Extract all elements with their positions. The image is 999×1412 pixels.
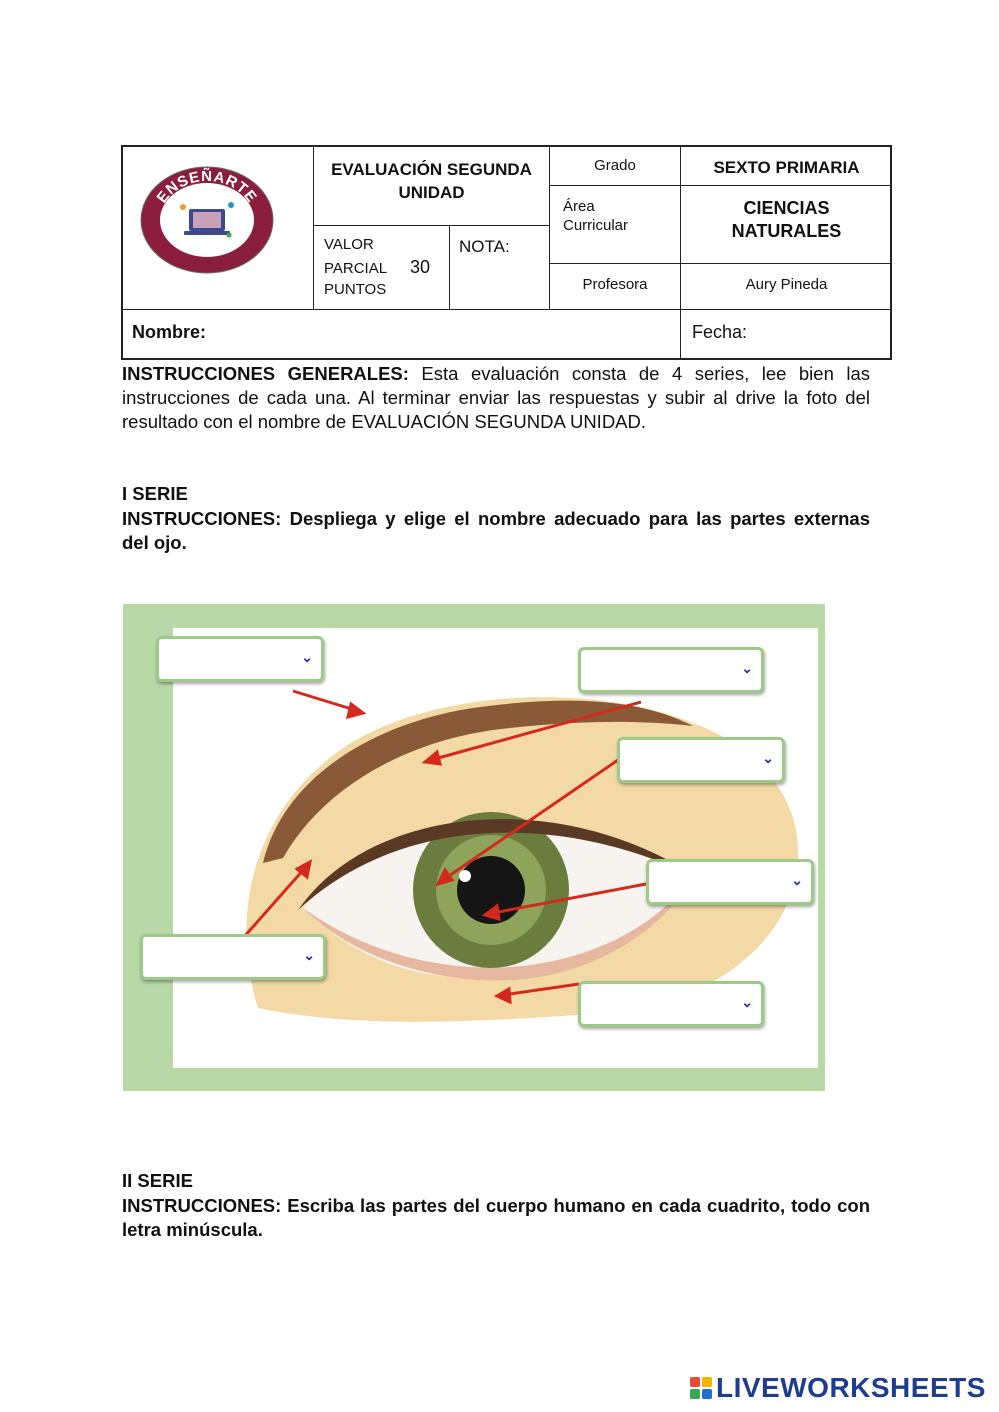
serie2-title: II SERIE bbox=[122, 1170, 193, 1191]
serie1-instructions-text: Despliega y elige el nombre adecuado para las partes externas del ojo. bbox=[122, 508, 870, 553]
eye-part-dropdown-1[interactable] bbox=[156, 636, 324, 682]
chevron-down-icon: ⌄ bbox=[301, 649, 313, 665]
curricular-label: Curricular bbox=[563, 217, 629, 234]
valor-label: VALOR bbox=[324, 236, 374, 253]
valor-points: 30 bbox=[410, 257, 431, 277]
serie2-instructions-text: Escriba las partes del cuerpo humano en cada cuadrito, todo con letra minúscula. bbox=[122, 1195, 870, 1240]
divider bbox=[680, 147, 681, 360]
chevron-down-icon: ⌄ bbox=[762, 750, 774, 766]
divider bbox=[549, 185, 892, 186]
area-label: Área bbox=[563, 198, 595, 215]
nombre-label: Nombre: bbox=[132, 322, 207, 342]
puntos-label: PUNTOS bbox=[324, 281, 387, 298]
evaluation-title: EVALUACIÓN SEGUNDA UNIDAD bbox=[331, 160, 532, 202]
area-value-line2: NATURALES bbox=[731, 221, 842, 241]
eye-part-dropdown-2[interactable] bbox=[578, 647, 764, 693]
chevron-down-icon: ⌄ bbox=[741, 994, 753, 1010]
profesora-label: Profesora bbox=[582, 276, 648, 293]
brand-text: LIVEWORKSHEETS bbox=[716, 1372, 986, 1403]
divider bbox=[549, 263, 892, 264]
general-instructions-text: Esta evaluación consta de 4 series, lee bien las instrucciones de cada una. Al terminar enviar las respuestas y subir al drive la foto del resultado con el nombre de EVALUACIÓN SEGUNDA UNIDAD. bbox=[122, 363, 871, 432]
eye-part-dropdown-3[interactable] bbox=[617, 737, 785, 783]
general-instructions bbox=[122, 362, 870, 434]
chevron-down-icon: ⌄ bbox=[303, 947, 315, 963]
logo-bottom-text: Home Schooling bbox=[165, 232, 249, 259]
eye-part-dropdown-5[interactable] bbox=[140, 934, 326, 980]
eye-part-dropdown-6[interactable] bbox=[578, 981, 764, 1027]
school-logo bbox=[139, 165, 275, 275]
parcial-label: PARCIAL bbox=[324, 260, 388, 277]
eye-part-dropdown-4[interactable] bbox=[646, 859, 814, 905]
chevron-down-icon: ⌄ bbox=[791, 872, 803, 888]
eye-diagram-activity bbox=[123, 604, 825, 1091]
divider bbox=[313, 225, 549, 226]
fecha-label: Fecha: bbox=[692, 322, 748, 342]
serie1-instructions-label: INSTRUCCIONES: bbox=[122, 508, 282, 529]
serie2-instructions bbox=[122, 1194, 870, 1242]
serie2-instructions-label: INSTRUCCIONES: bbox=[122, 1195, 282, 1216]
profesora-value: Aury Pineda bbox=[745, 276, 828, 293]
serie1-instructions bbox=[122, 507, 870, 555]
liveworksheets-brand bbox=[690, 1372, 986, 1404]
area-value-line1: CIENCIAS bbox=[743, 198, 830, 218]
divider bbox=[123, 309, 892, 310]
general-instructions-label: INSTRUCCIONES GENERALES: bbox=[122, 363, 409, 384]
grado-value: SEXTO PRIMARIA bbox=[713, 158, 860, 177]
chevron-down-icon: ⌄ bbox=[741, 660, 753, 676]
divider bbox=[449, 225, 450, 309]
nota-label: NOTA: bbox=[459, 237, 510, 256]
logo-top-text: ENSEÑARTE bbox=[153, 167, 261, 207]
brand-logo-icon bbox=[690, 1377, 712, 1399]
grado-label: Grado bbox=[594, 157, 636, 174]
header-table bbox=[121, 145, 892, 360]
serie1-title: I SERIE bbox=[122, 483, 188, 504]
